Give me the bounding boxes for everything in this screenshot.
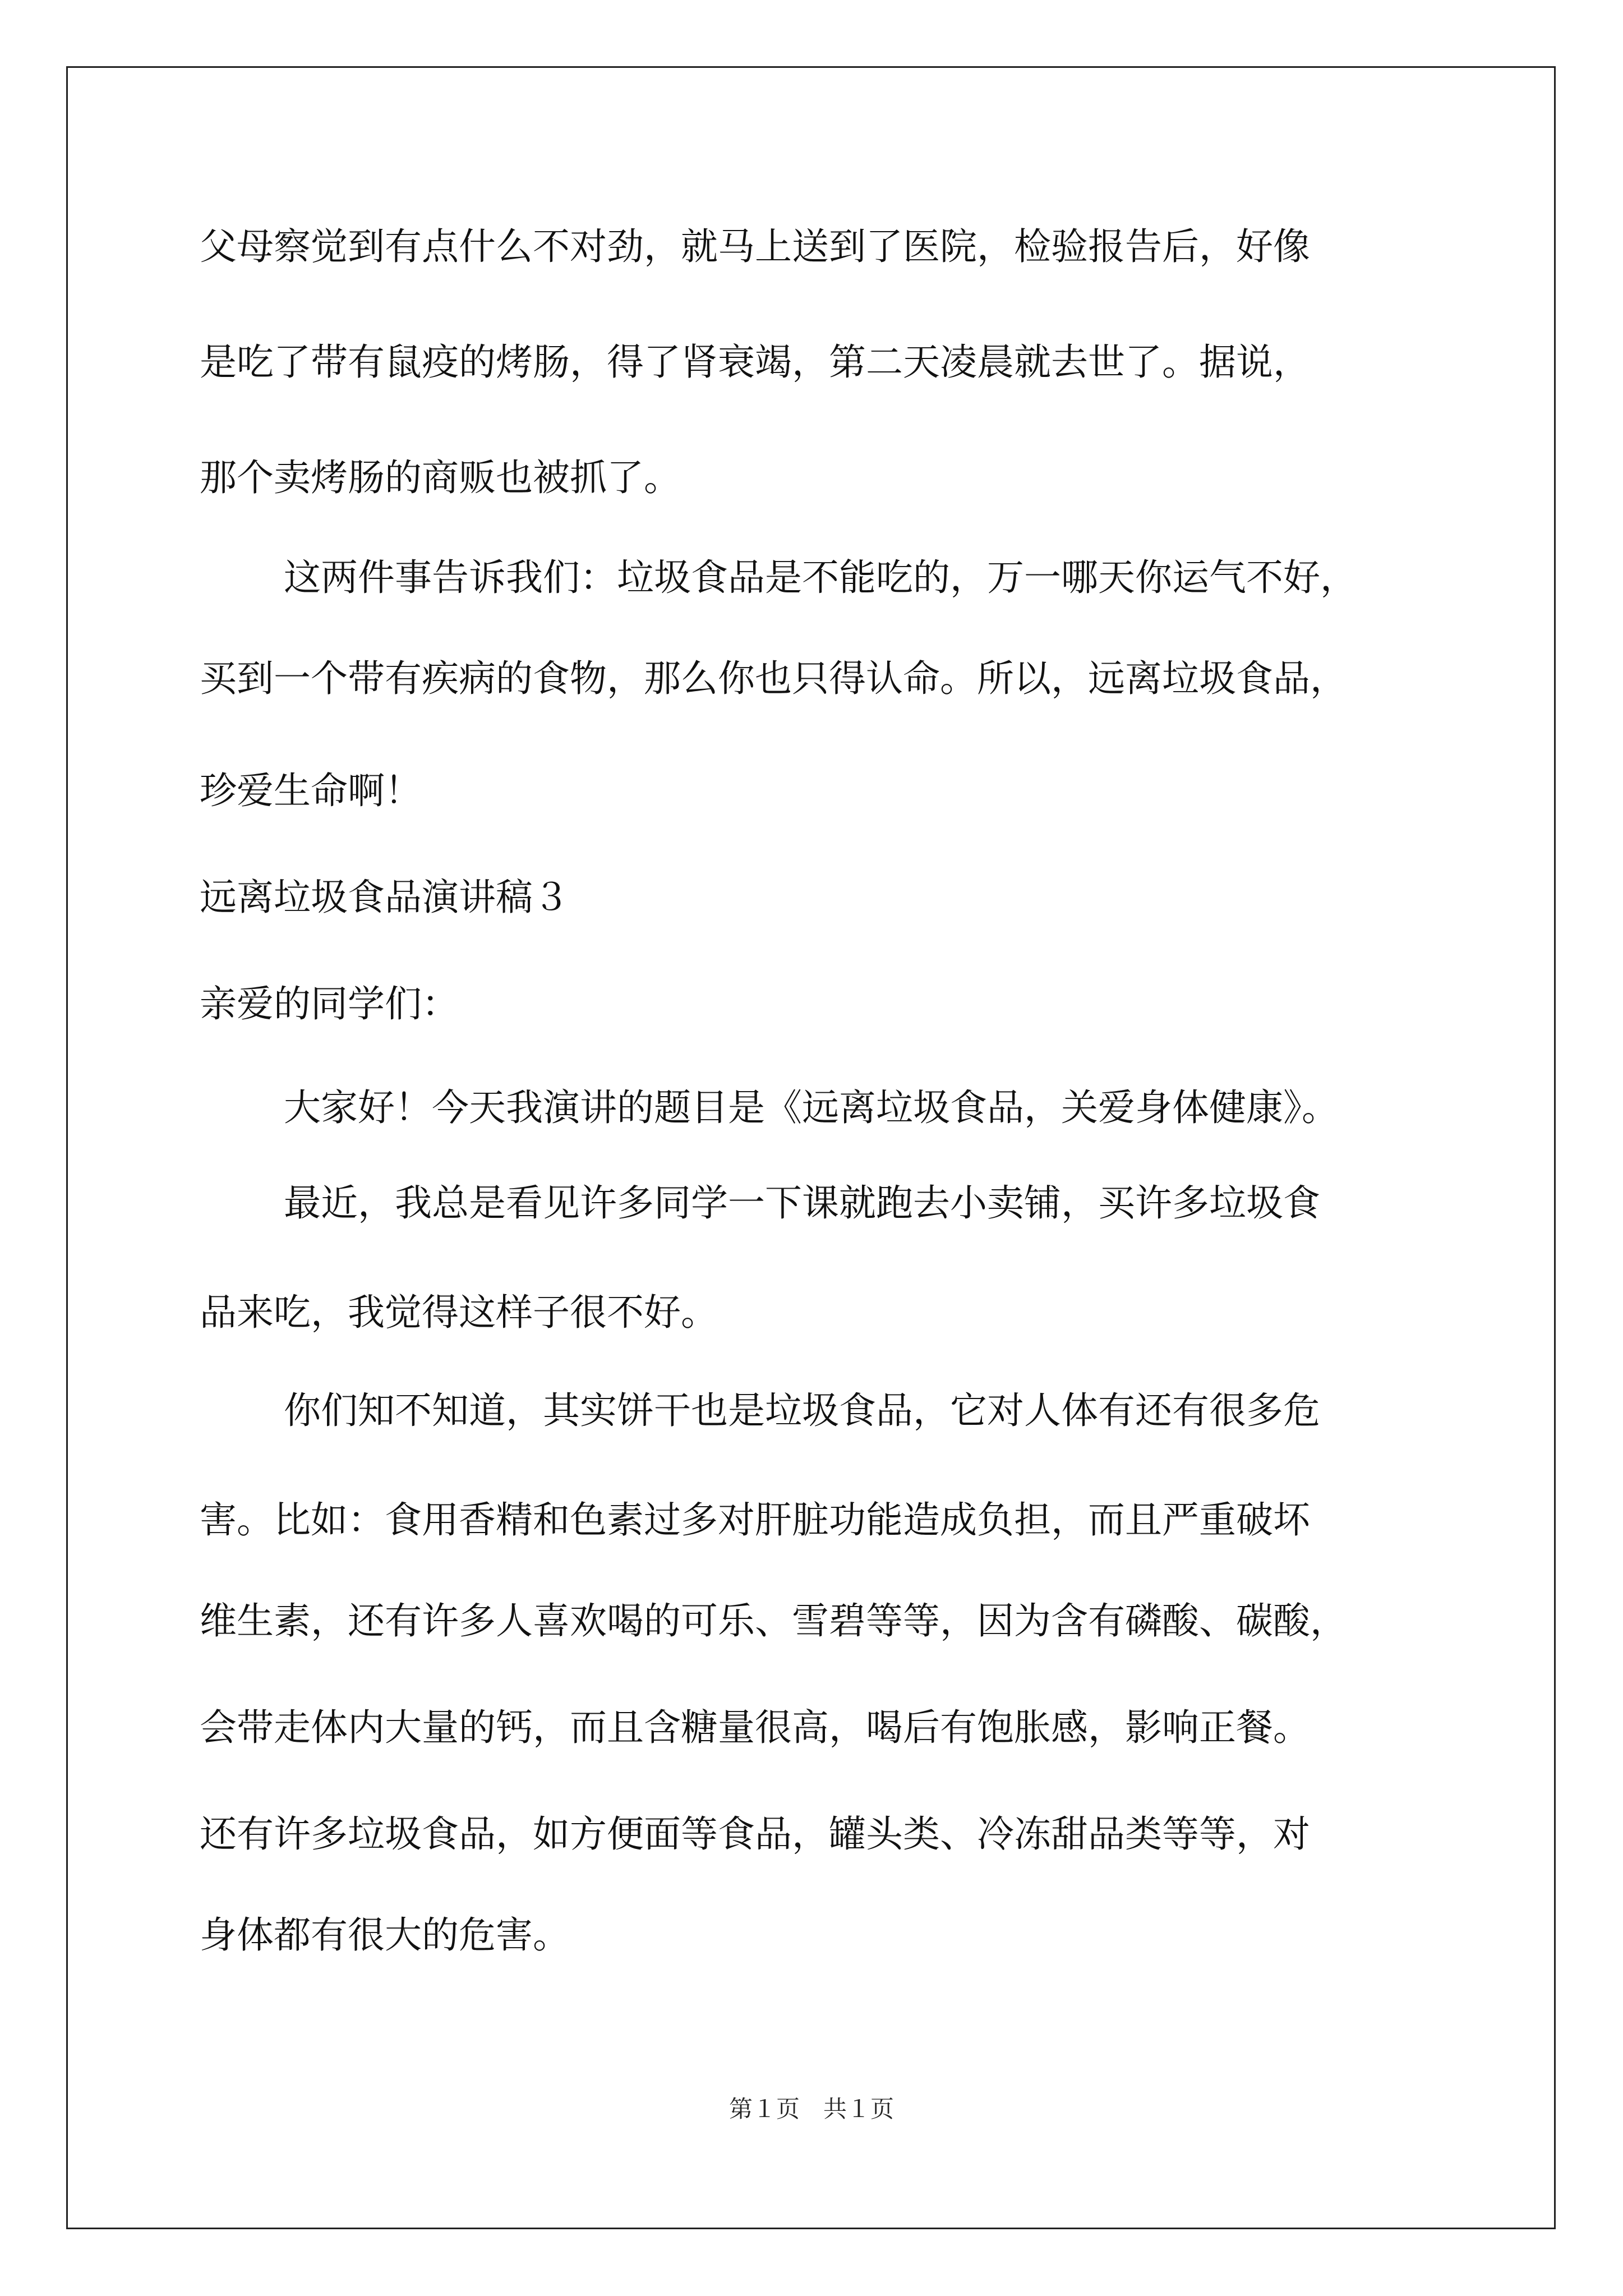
text-line: 身体都有很大的危害。 — [200, 1913, 570, 1957]
text-line: 是吃了带有鼠疫的烤肠，得了肾衰竭，第二天凌晨就去世了。据说， — [200, 341, 1310, 384]
paragraph-start-line: 这两件事告诉我们：垃圾食品是不能吃的，万一哪天你运气不好， — [284, 556, 1357, 599]
page-number-footer: 第１页 共１页 — [728, 2095, 894, 2123]
text-line: 害。比如：食用香精和色素过多对肝脏功能造成负担，而且严重破坏 — [200, 1498, 1310, 1542]
salutation: 亲爱的同学们： — [200, 982, 459, 1025]
section-title: 远离垃圾食品演讲稿３ — [200, 876, 570, 919]
paragraph-start-line: 最近，我总是看见许多同学一下课就跑去小卖铺，买许多垃圾食 — [284, 1181, 1320, 1225]
text-line: 维生素，还有许多人喜欢喝的可乐、雪碧等等，因为含有磷酸、碳酸， — [200, 1599, 1347, 1642]
text-line: 品来吃，我觉得这样子很不好。 — [200, 1291, 718, 1334]
text-line: 买到一个带有疾病的食物，那么你也只得认命。所以，远离垃圾食品， — [200, 657, 1347, 700]
paragraph-start-line: 你们知不知道，其实饼干也是垃圾食品，它对人体有还有很多危 — [284, 1389, 1320, 1432]
text-line: 那个卖烤肠的商贩也被抓了。 — [200, 456, 681, 499]
paragraph-start-line: 大家好！今天我演讲的题目是《远离垃圾食品，关爱身体健康》。 — [284, 1086, 1339, 1129]
page-border — [66, 66, 1556, 2229]
text-line: 父母察觉到有点什么不对劲，就马上送到了医院，检验报告后，好像 — [200, 225, 1310, 268]
text-line: 还有许多垃圾食品，如方便面等食品，罐头类、冷冻甜品类等等，对 — [200, 1812, 1310, 1856]
text-line: 珍爱生命啊！ — [200, 769, 422, 812]
text-line: 会带走体内大量的钙，而且含糖量很高，喝后有饱胀感，影响正餐。 — [200, 1706, 1310, 1749]
